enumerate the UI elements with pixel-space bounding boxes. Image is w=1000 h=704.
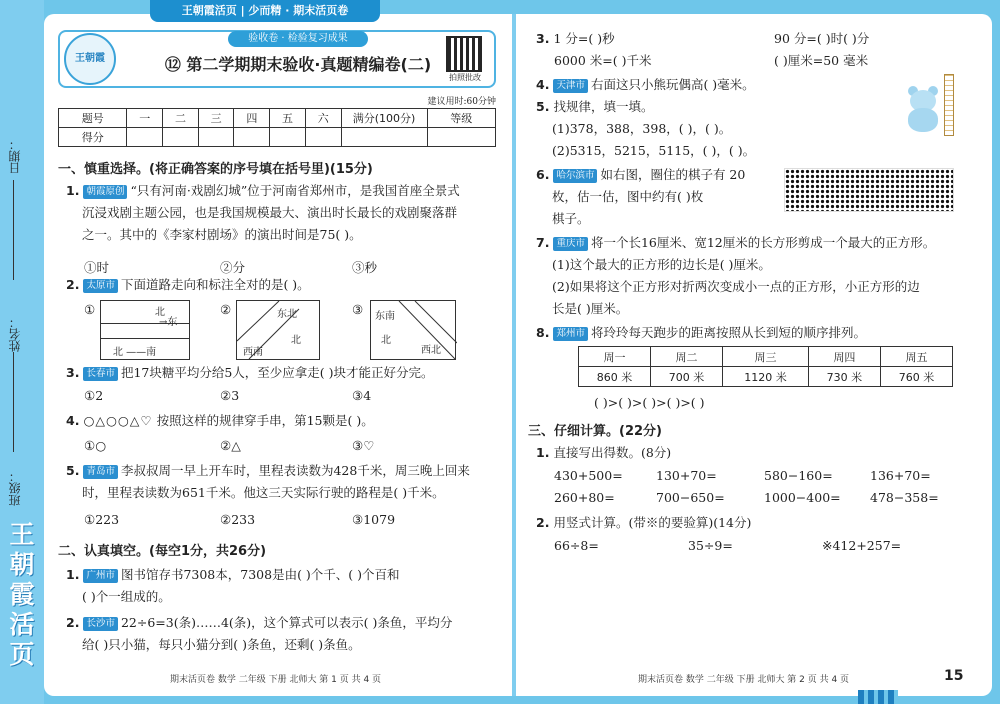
name-label: 姓名： [8,316,22,352]
question-4 [66,410,374,432]
bear-body [908,108,938,132]
section-1-title: 一、慎重选择。(将正确答案的序号填在括号里)(15分) [58,162,373,177]
qr-label: 拍照批改 [449,73,481,82]
score-cell: 四 [234,109,270,128]
option-a[interactable]: ①2 [84,388,104,403]
score-input[interactable] [270,128,306,147]
northeast-label: 东北 [277,309,297,320]
southwest-label: 西南 [243,347,263,358]
diagram-3-number[interactable]: ③ [352,302,364,317]
vertical-calc-item[interactable]: ※412+257= [822,538,902,553]
bead-pattern: ○△○○△♡ [83,413,153,428]
date-line [13,180,14,280]
page-title: ⑫ 第二学期期末验收·真题精编卷(二) [164,55,432,74]
page-divider [512,14,516,696]
fill-3d: ( )厘米=50 毫米 [774,53,869,68]
question-text: 枚，估一估，图中约有( )枚 [552,189,704,204]
option-a[interactable]: ①时 [84,260,110,275]
question-number: 4. [536,77,550,92]
question-text: 长是( )厘米。 [552,301,629,316]
north-label: 北 [291,335,301,346]
question-text: 将玲玲每天跑步的距离按照从长到短的顺序排列。 [590,325,866,340]
calc-1 [536,442,671,464]
question-number: 1. [66,567,80,582]
option-b[interactable]: ②3 [220,388,240,403]
question-number: 6. [536,167,550,182]
question-text: “只有河南·戏剧幻城”位于河南省郑州市，是我国首座全景式 [130,183,460,198]
road-diagram-2[interactable] [236,300,320,360]
road-direction-label: 北 ——南 [113,347,157,358]
teddy-bear-icon [904,86,944,134]
score-table [58,108,496,147]
question-text: 沉浸戏剧主题公园，也是我国规模最大、演出时长最长的戏剧聚落群 [82,205,458,220]
question-text: 22÷6=3(条)……4(条)，这个算式可以表示( )条鱼，平均分 [120,615,453,630]
source-tag: 太原市 [83,279,118,293]
question-text: ( )个一组成的。 [82,589,171,604]
score-cell: 三 [198,109,234,128]
question-text: 把17块糖平均分给5人，至少应拿走( )块才能正好分完。 [120,365,434,380]
calc-item[interactable]: 430+500= [554,468,623,483]
score-input[interactable] [163,128,199,147]
running-table [578,346,953,387]
subtitle-pill: 验收卷 · 检验复习成果 [228,31,368,47]
source-tag: 长春市 [83,367,118,381]
time-note: 建议用时:60分钟 [427,97,496,107]
source-tag: 天津市 [553,79,588,93]
calc-item[interactable]: 478−358= [870,490,939,505]
table-cell: 周五 [880,347,952,367]
question-text: 如右图，圈住的棋子有 20 [600,167,746,182]
brand-vertical [2,520,42,670]
option-b[interactable]: ②△ [220,438,241,453]
source-tag: 郑州市 [553,327,588,341]
question-text: 直接写出得数。(8分) [553,445,672,460]
brand-char: 霞 [9,580,35,609]
question-number: 1. [536,445,550,460]
diagram-1-number[interactable]: ① [84,302,96,317]
fill-3 [536,28,615,50]
table-cell: 周一 [579,347,651,367]
brand-char: 王 [9,520,35,549]
calc-item[interactable]: 136+70= [870,468,931,483]
score-input[interactable] [198,128,234,147]
question-text: 之一。其中的《李家村剧场》的演出时间是75( )。 [82,227,362,242]
order-answer[interactable]: ( )>( )>( )>( )>( ) [594,395,705,410]
score-cell: 得分 [59,128,127,147]
table-cell: 700 米 [651,367,723,387]
east-label: →东 [159,317,178,328]
source-tag: 广州市 [83,569,118,583]
north-label: 北 [155,307,165,318]
page-number: 15 [944,668,964,684]
southeast-label: 东南 [375,311,395,322]
calc-item[interactable]: 130+70= [656,468,717,483]
section-2-title: 二、认真填空。(每空1分，共26分) [58,544,267,559]
score-cell: 等级 [427,109,495,128]
question-number: 5. [66,463,80,478]
table-cell: 860 米 [579,367,651,387]
option-c[interactable]: ③4 [352,388,372,403]
vertical-calc-item[interactable]: 66÷8= [554,538,599,553]
score-header-row [59,109,496,128]
diagram-2-number[interactable]: ② [220,302,232,317]
fill-3b: 90 分=( )时( )分 [774,31,870,46]
question-text: (1)这个最大的正方形的边长是( )厘米。 [552,257,771,272]
table-row [579,367,953,387]
question-number: 2. [536,515,550,530]
score-cell: 题号 [59,109,127,128]
vertical-calc-item[interactable]: 35÷9= [688,538,733,553]
option-b[interactable]: ②分 [220,260,246,275]
question-text: (1)378，388，398，( )，( )。 [552,121,732,136]
brand-char: 朝 [9,550,35,579]
source-tag: 重庆市 [553,237,588,251]
road-diagram-1[interactable] [100,300,190,360]
fill-2 [66,612,506,656]
option-c[interactable]: ③♡ [352,438,375,453]
qr-code-icon[interactable] [446,36,482,72]
score-cell: 五 [270,109,306,128]
question-text: 找规律，填一填。 [553,99,654,114]
score-cell: 满分(100分) [341,109,427,128]
chess-pieces-image [784,168,954,212]
table-cell: 1120 米 [723,367,809,387]
fill-4 [536,74,755,96]
question-text: (2)5315，5215，5115，( )，( )。 [552,143,756,158]
fill-6 [536,164,776,230]
question-text: 按照这样的规律穿手串，第15颗是( )。 [156,413,374,428]
score-value-row [59,128,496,147]
source-tag: 朝霞原创 [83,185,127,199]
score-cell: 六 [305,109,341,128]
table-row [579,347,953,367]
calc-2 [536,512,751,534]
score-input[interactable] [127,128,163,147]
option-c[interactable]: ③1079 [352,512,396,527]
fill-7 [536,232,976,320]
question-5 [66,460,506,504]
page-tabs [858,690,898,704]
score-cell: 一 [127,109,163,128]
question-number: 2. [66,615,80,630]
fill-3c: 6000 米=( )千米 [554,53,652,68]
question-number: 3. [66,365,80,380]
calc-item[interactable]: 1000−400= [764,490,841,505]
score-input[interactable] [427,128,495,147]
question-text: (2)如果将这个正方形对折两次变成小一点的正方形，小正方形的边 [552,279,920,294]
table-cell: 周四 [808,347,880,367]
question-number: 8. [536,325,550,340]
ruler-icon [944,74,954,136]
calc-item[interactable]: 260+80= [554,490,615,505]
footer-right: 期末活页卷 数学 二年级 下册 北师大 第 2 页 共 4 页 [638,675,850,685]
calc-item[interactable]: 580−160= [764,468,833,483]
option-a[interactable]: ①223 [84,512,120,527]
option-c[interactable]: ③秒 [352,260,378,275]
question-text: 李叔叔周一早上开车时，里程表读数为428千米，周三晚上回来 [120,463,470,478]
option-a[interactable]: ①○ [84,438,107,453]
question-text: 用竖式计算。(带※的要验算)(14分) [553,515,752,530]
brand-logo: 王朝霞 [64,33,116,85]
table-cell: 周二 [651,347,723,367]
question-text: 棋子。 [552,211,590,226]
score-input[interactable] [341,128,427,147]
north-label: 北 [381,335,391,346]
brand-char: 活 [9,610,35,639]
question-text: 1 分=( )秒 [553,31,615,46]
table-cell: 760 米 [880,367,952,387]
question-text: 下面道路走向和标注全对的是( )。 [120,277,310,292]
question-number: 4. [66,413,80,428]
fill-1 [66,564,506,608]
road-diagram-3[interactable] [370,300,456,360]
northwest-label: 西北 [421,345,441,356]
class-label: 班级： [8,470,22,506]
fill-5 [536,96,896,162]
table-cell: 周三 [723,347,809,367]
question-text: 时，里程表读数为651千米。他这三天实际行驶的路程是( )千米。 [82,485,445,500]
question-number: 7. [536,235,550,250]
table-cell: 730 米 [808,367,880,387]
score-input[interactable] [234,128,270,147]
source-tag: 青岛市 [83,465,118,479]
footer-left: 期末活页卷 数学 二年级 下册 北师大 第 1 页 共 4 页 [170,675,382,685]
name-line [13,352,14,452]
option-b[interactable]: ②233 [220,512,256,527]
brand-char: 页 [9,640,35,669]
question-number: 1. [66,183,80,198]
question-number: 2. [66,277,80,292]
source-tag: 长沙市 [83,617,118,631]
question-text: 图书馆存书7308本，7308是由( )个千、( )个百和 [120,567,400,582]
score-cell: 二 [163,109,199,128]
question-3 [66,362,434,384]
date-label: 日期： [8,138,22,174]
question-text: 右面这只小熊玩偶高( )毫米。 [590,77,755,92]
question-text: 将一个长16厘米、宽12厘米的长方形剪成一个最大的正方形。 [590,235,936,250]
calc-item[interactable]: 700−650= [656,490,725,505]
fill-8 [536,322,866,344]
question-1 [66,180,506,246]
header-ribbon: 王朝霞活页 | 少而精 · 期末活页卷 [150,0,380,22]
score-input[interactable] [305,128,341,147]
question-number: 5. [536,99,550,114]
source-tag: 哈尔滨市 [553,169,597,183]
section-3-title: 三、仔细计算。(22分) [528,424,662,439]
question-number: 3. [536,31,550,46]
question-text: 给( )只小猫，每只小猫分到( )条鱼，还剩( )条鱼。 [82,637,361,652]
question-2 [66,274,310,296]
